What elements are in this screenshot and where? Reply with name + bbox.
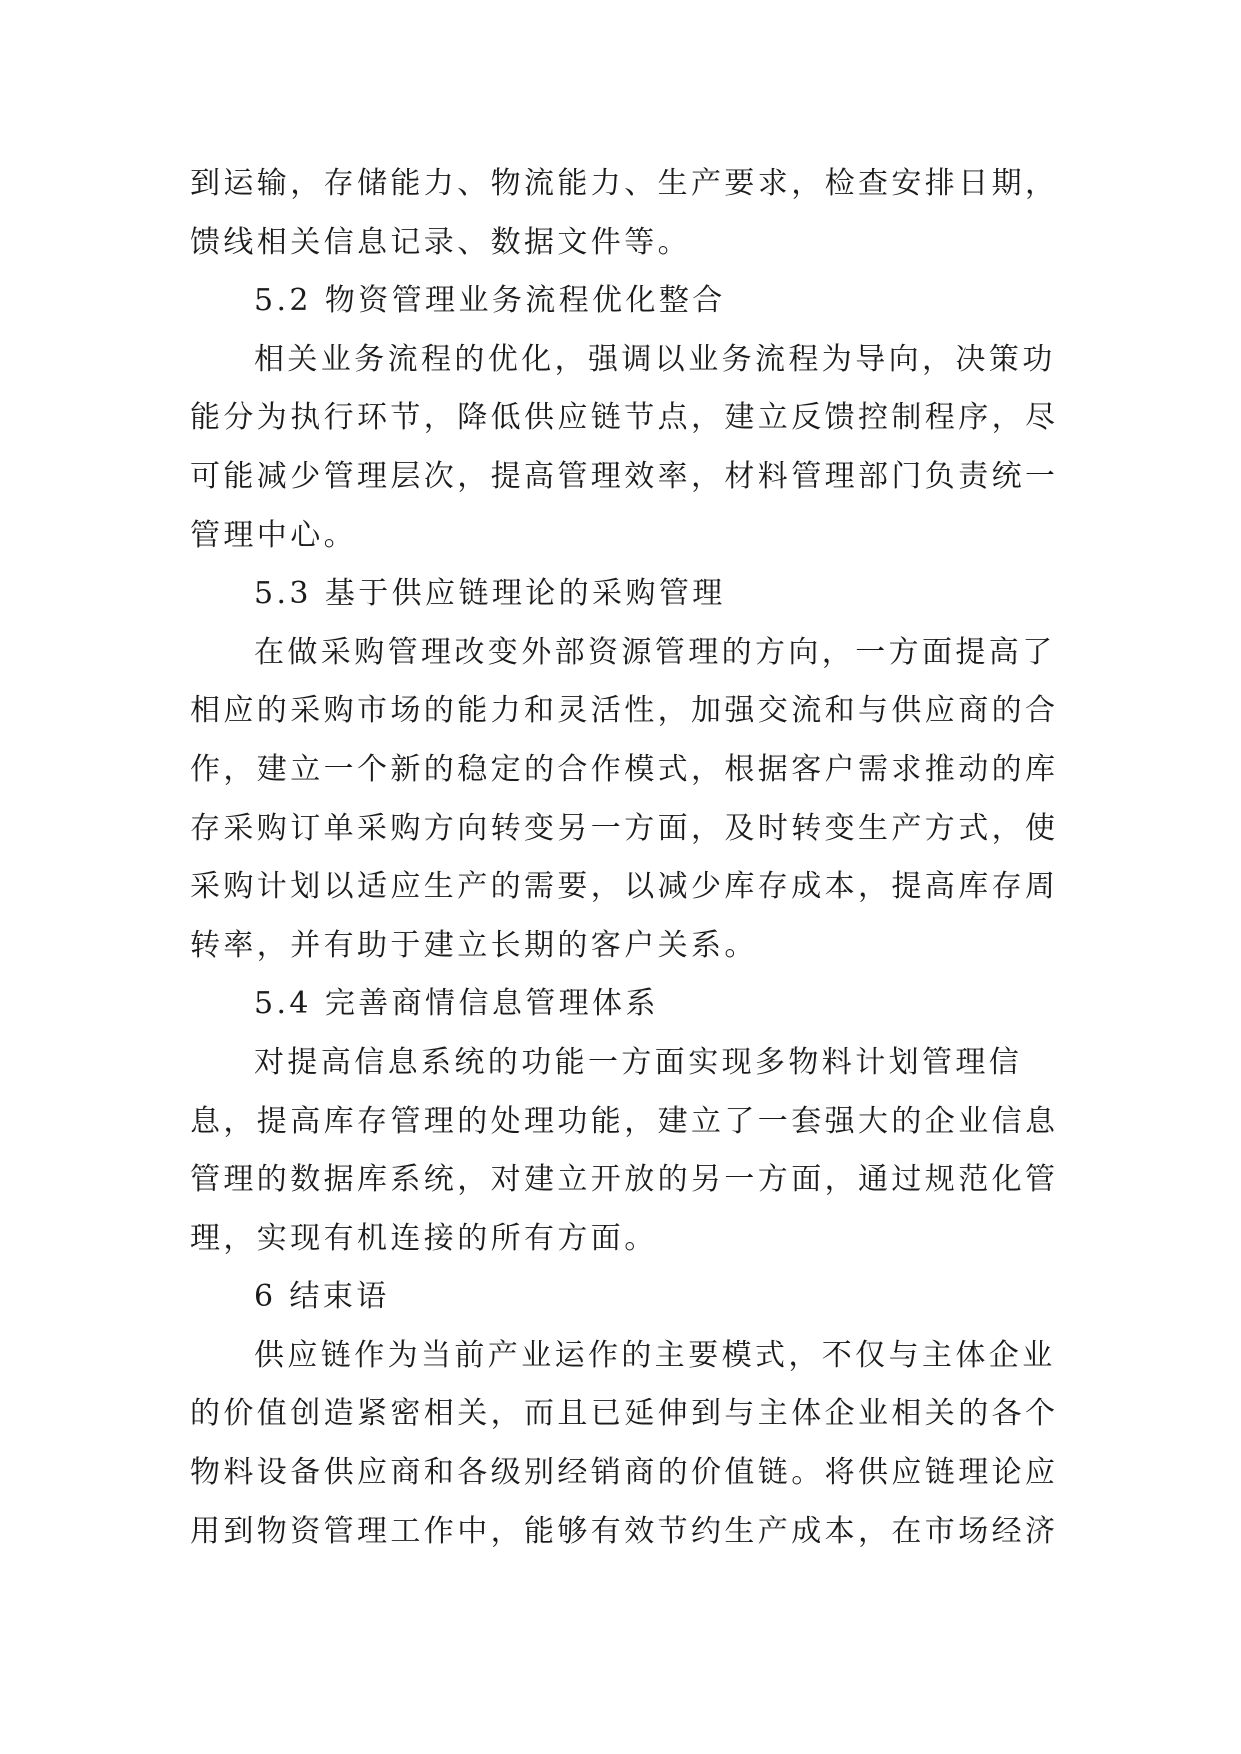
section-heading: 5.3 基于供应链理论的采购管理 <box>254 576 726 612</box>
text-line: 存采购订单采购方向转变另一方面，及时转变生产方式，使 <box>190 810 1059 846</box>
text-line: 的价值创造紧密相关，而且已延伸到与主体企业相关的各个 <box>190 1396 1059 1432</box>
text-line: 能分为执行环节，降低供应链节点，建立反馈控制程序，尽 <box>190 400 1059 436</box>
text-line: 采购计划以适应生产的需要，以减少库存成本，提高库存周 <box>190 869 1059 905</box>
text-line: 息，提高库存管理的处理功能，建立了一套强大的企业信息 <box>190 1103 1059 1139</box>
section-heading: 5.4 完善商情信息管理体系 <box>254 986 659 1022</box>
text-line: 在做采购管理改变外部资源管理的方向，一方面提高了 <box>254 634 1056 670</box>
text-line: 馈线相关信息记录、数据文件等。 <box>190 224 691 260</box>
text-line: 到运输，存储能力、物流能力、生产要求，检查安排日期， <box>190 166 1059 201</box>
text-line: 相应的采购市场的能力和灵活性，加强交流和与供应商的合 <box>190 693 1059 729</box>
document-body <box>190 155 1070 1561</box>
section-heading: 6 结束语 <box>254 1279 390 1315</box>
section-heading: 5.2 物资管理业务流程优化整合 <box>254 283 726 319</box>
text-line: 作，建立一个新的稳定的合作模式，根据客户需求推动的库 <box>190 751 1059 787</box>
text-line: 理，实现有机连接的所有方面。 <box>190 1220 658 1256</box>
text-line: 转率，并有助于建立长期的客户关系。 <box>190 927 758 963</box>
text-line: 物料设备供应商和各级别经销商的价值链。将供应链理论应 <box>190 1455 1059 1491</box>
text-line: 对提高信息系统的功能一方面实现多物料计划管理信 <box>254 1044 1023 1080</box>
text-line: 供应链作为当前产业运作的主要模式，不仅与主体企业 <box>254 1337 1056 1373</box>
text-line: 用到物资管理工作中，能够有效节约生产成本，在市场经济 <box>190 1513 1059 1549</box>
text-line: 相关业务流程的优化，强调以业务流程为导向，决策功 <box>254 341 1056 377</box>
text-line: 管理的数据库系统，对建立开放的另一方面，通过规范化管 <box>190 1162 1059 1198</box>
text-line: 可能减少管理层次，提高管理效率，材料管理部门负责统一 <box>190 458 1059 494</box>
text-line: 管理中心。 <box>190 517 357 553</box>
